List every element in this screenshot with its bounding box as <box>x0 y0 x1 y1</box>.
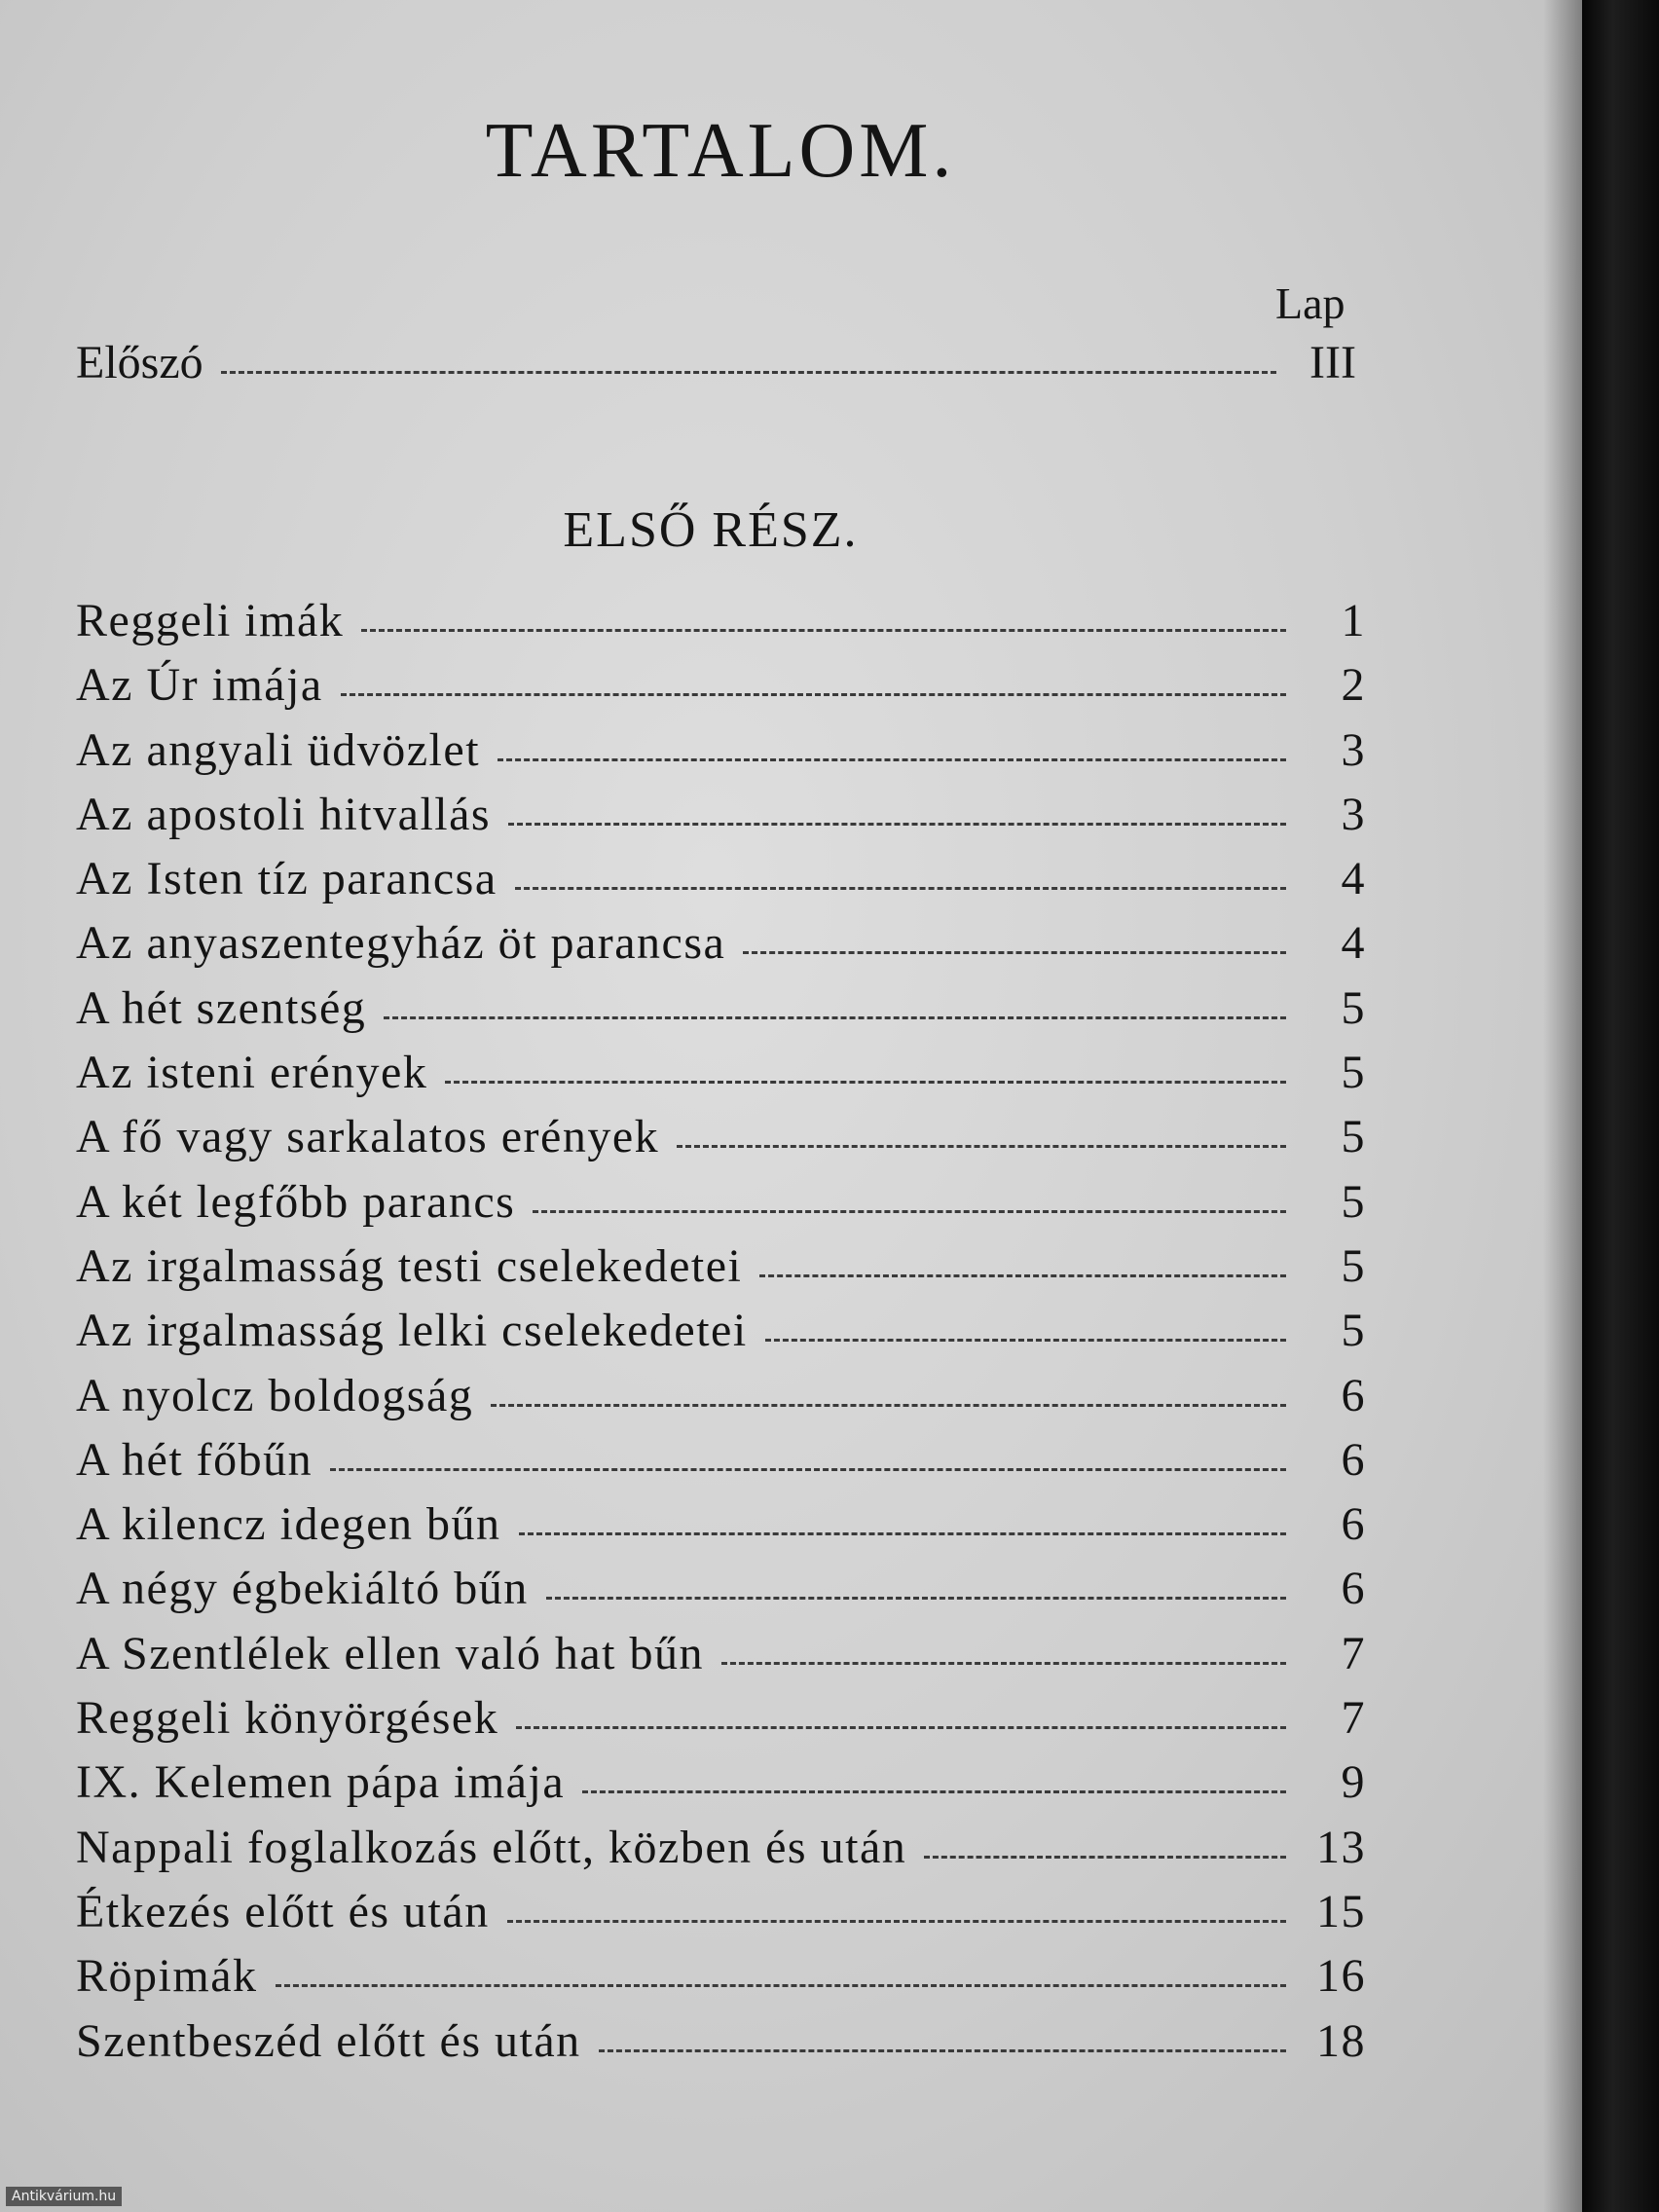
toc-entry <box>76 852 1366 916</box>
toc-entry <box>76 2014 1366 2079</box>
preface-row <box>76 336 1356 389</box>
entry-page-number: 5 <box>1341 981 1366 1034</box>
entry-page-number: 7 <box>1341 1627 1366 1679</box>
toc-entry <box>76 1304 1366 1368</box>
dot-leader <box>507 1920 1286 1923</box>
entry-page-number: 4 <box>1341 853 1366 905</box>
entry-page-number: 3 <box>1341 788 1366 840</box>
toc-entry <box>76 658 1366 722</box>
entry-title: IX. Kelemen pápa imája <box>76 1756 566 1809</box>
toc-entry <box>76 594 1366 658</box>
dot-leader <box>341 693 1286 696</box>
entry-title: A fő vagy sarkalatos erények <box>76 1111 660 1163</box>
entry-title: A hét főbűn <box>76 1433 313 1486</box>
preface-page-number: III <box>1309 337 1356 388</box>
entry-title: A kilencz idegen bűn <box>76 1498 501 1551</box>
toc-entry <box>76 1175 1366 1239</box>
entry-page-number: 5 <box>1341 1111 1366 1163</box>
entry-page-number: 16 <box>1316 1950 1366 2003</box>
dot-leader <box>491 1404 1286 1407</box>
entry-page-number: 5 <box>1341 1305 1366 1357</box>
toc-entry <box>76 1110 1366 1174</box>
toc-entry <box>76 1369 1366 1433</box>
entry-page-number: 18 <box>1316 2014 1366 2067</box>
dot-leader <box>276 1984 1287 1987</box>
dot-leader <box>721 1662 1286 1665</box>
entry-title: Reggeli imák <box>76 595 345 646</box>
toc-entry <box>76 1239 1366 1304</box>
page-title: TARTALOM. <box>485 108 956 194</box>
entry-page-number: 6 <box>1341 1369 1366 1421</box>
toc-entry <box>76 1046 1366 1110</box>
toc-entry <box>76 1627 1366 1691</box>
dot-leader <box>384 1016 1286 1019</box>
dot-leader <box>445 1081 1286 1084</box>
toc-entry <box>76 1433 1366 1497</box>
dot-leader <box>361 629 1286 632</box>
entry-page-number: 3 <box>1341 723 1366 776</box>
toc-entry <box>76 723 1366 788</box>
entry-page-number: 6 <box>1341 1433 1366 1486</box>
entry-page-number: 5 <box>1341 1239 1366 1292</box>
dot-leader <box>924 1856 1286 1859</box>
toc-entry <box>76 1562 1366 1626</box>
entry-title: Az angyali üdvözlet <box>76 723 481 776</box>
entry-page-number: 9 <box>1341 1756 1366 1809</box>
dot-leader <box>677 1145 1286 1148</box>
dot-leader <box>508 823 1286 826</box>
entry-page-number: 5 <box>1341 1047 1366 1099</box>
toc-entry <box>76 1691 1366 1755</box>
entry-page-number: 6 <box>1341 1563 1366 1615</box>
entry-title: Étkezés előtt és után <box>76 1885 490 1937</box>
entry-page-number: 13 <box>1316 1821 1366 1873</box>
entry-title: A Szentlélek ellen való hat bűn <box>76 1627 704 1679</box>
entry-title: Az apostoli hitvallás <box>76 788 492 840</box>
entry-title: A négy égbekiáltó bűn <box>76 1563 529 1615</box>
preface-title: Előszó <box>76 337 203 388</box>
entry-title: A két legfőbb parancs <box>76 1175 516 1228</box>
dot-leader <box>330 1468 1286 1471</box>
dot-leader <box>759 1274 1286 1277</box>
entry-title: Röpimák <box>76 1950 258 2003</box>
dot-leader <box>519 1532 1286 1535</box>
watermark: Antikvárium.hu <box>6 2187 122 2206</box>
toc-entry <box>76 1497 1366 1562</box>
toc-entry <box>76 1885 1366 1949</box>
dot-leader <box>599 2049 1286 2052</box>
page-column-header: Lap <box>1275 278 1346 328</box>
dot-leader <box>765 1339 1286 1342</box>
page-gutter-shadow <box>1543 0 1582 2212</box>
entry-title: Az isteni erények <box>76 1047 428 1099</box>
entry-title: Nappali foglalkozás előtt, közben és után <box>76 1821 907 1873</box>
toc-entry <box>76 1949 1366 2013</box>
entry-page-number: 1 <box>1341 595 1366 646</box>
dot-leader <box>546 1597 1286 1600</box>
entry-page-number: 4 <box>1341 917 1366 970</box>
book-binding-edge <box>1582 0 1659 2212</box>
entry-title: Reggeli könyörgések <box>76 1692 499 1745</box>
entry-title: Az anyaszentegyház öt parancsa <box>76 917 726 970</box>
entry-title: Az Úr imája <box>76 659 323 712</box>
dot-leader <box>221 371 1276 374</box>
dot-leader <box>498 758 1286 761</box>
entry-title: Szentbeszéd előtt és után <box>76 2014 581 2067</box>
entry-title: Az irgalmasság testi cselekedetei <box>76 1239 743 1292</box>
entry-title: Az Isten tíz parancsa <box>76 853 498 905</box>
dot-leader <box>515 887 1286 890</box>
entry-title: A nyolcz boldogság <box>76 1369 474 1421</box>
entry-page-number: 2 <box>1341 659 1366 712</box>
toc-entry <box>76 916 1366 980</box>
toc-entry <box>76 788 1366 852</box>
toc-entry <box>76 1821 1366 1885</box>
entry-title: A hét szentség <box>76 981 367 1034</box>
table-of-contents <box>76 594 1366 2079</box>
dot-leader <box>743 951 1286 954</box>
dot-leader <box>516 1726 1286 1729</box>
entry-page-number: 6 <box>1341 1498 1366 1551</box>
toc-entry <box>76 1755 1366 1820</box>
part-title: ELSŐ RÉSZ. <box>563 502 859 558</box>
dot-leader <box>533 1210 1286 1213</box>
entry-page-number: 15 <box>1316 1885 1366 1937</box>
entry-page-number: 5 <box>1341 1175 1366 1228</box>
toc-entry <box>76 981 1366 1046</box>
dot-leader <box>582 1790 1286 1793</box>
entry-page-number: 7 <box>1341 1692 1366 1745</box>
entry-title: Az irgalmasság lelki cselekedetei <box>76 1305 748 1357</box>
